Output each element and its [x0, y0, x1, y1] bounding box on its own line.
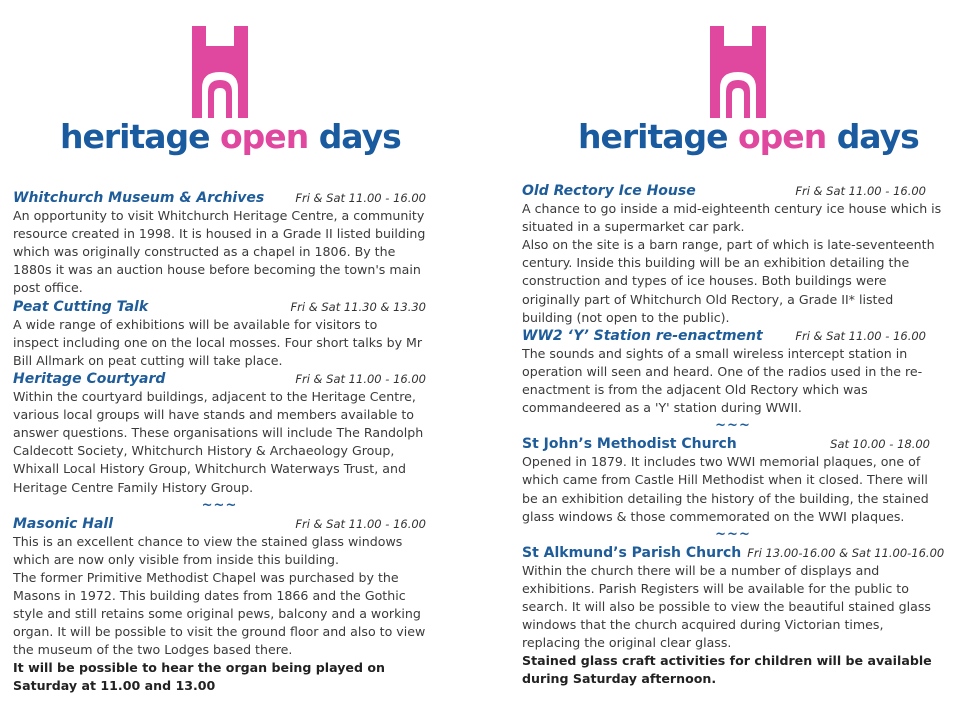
event-title: Whitchurch Museum & Archives: [13, 190, 265, 206]
heritage-open-days-logo-left: [60, 26, 401, 156]
event-description: A wide range of exhibitions will be available for visitors to inspect including one on the local mosses. Four short talks by Mr Bill Allmark on peat cutting will take place.: [13, 316, 423, 368]
event-description: Within the courtyard buildings, adjacent to the Heritage Centre, various local groups will have stands and members available to answer questions. These organisations will include The Randolph Caldecott Society, Whitchurch History & Archaeology Group, Whixall Local History Group, Whitchurch Waterways Trust, and Heritage Centre Family History Group.: [13, 389, 424, 495]
event-description: Also on the site is a barn range, part of which is late-seventeenth century. Inside this building will be an exhibition detailing the construction and types of ice houses. Both buildings were originally part of Whitchurch Old Rectory, a Grade II* listed building (not open to the public).: [522, 237, 935, 325]
left-column: [13, 189, 426, 696]
event-peat-cutting-talk: [13, 298, 426, 370]
event-time: Fri 13.00-16.00 & Sat 11.00-16.00: [747, 545, 945, 560]
event-title: Old Rectory Ice House: [522, 183, 696, 199]
event-description: An opportunity to visit Whitchurch Heritage Centre, a community resource created in 1998. It is housed in a Grade II listed building which was originally constructed as a chapel in 1806. By the 1880s it was an auction house before becoming the town's main post office.: [13, 208, 426, 296]
event-whitchurch-museum: [13, 189, 426, 298]
event-title: St Alkmund’s Parish Church: [522, 544, 742, 561]
event-highlight: It will be possible to hear the organ being played on Saturday at 11.00 and 13.00: [13, 660, 385, 694]
event-description: The sounds and sights of a small wireless intercept station in operation will seen and heard. One of the radios used in the re-enactment is from the adjacent Old Rectory which was commandeered as a 'Y' station during WWII.: [522, 345, 923, 416]
event-time: Fri & Sat 11.00 - 16.00: [795, 184, 926, 198]
event-ww2-y-station: [522, 327, 944, 417]
event-time: Fri & Sat 11.30 & 13.30: [290, 299, 426, 314]
heritage-open-days-logo-right: [578, 26, 919, 156]
event-description: The former Primitive Methodist Chapel was purchased by the Masons in 1972. This building dates from 1866 and the Gothic style and still retains some original pews, balcony and a working organ. It will be possible to visit the ground floor and also to view the museum of the two Lodges based there.: [13, 569, 426, 658]
castle-tower-icon: [710, 26, 766, 118]
right-column: [522, 182, 944, 688]
event-st-alkmunds-church: [522, 544, 944, 689]
event-description: Opened in 1879. It includes two WWI memorial plaques, one of which came from Castle Hill Methodist when it closed. There will be an exhibition detailing the history of the building, the stained glass windows & those commemorated on the WWI plaques.: [522, 454, 929, 524]
event-description: Within the church there will be a number of displays and exhibitions. Parish Registers will be available for the public to search. It will also be possible to view the beautiful stained glass windows that the church acquired during Victorian times, replacing the original clear glass.: [522, 562, 931, 651]
event-description: This is an excellent chance to view the stained glass windows which are now only visible from inside this building.: [13, 533, 403, 567]
logo-wordmark: heritage open days: [578, 117, 919, 156]
event-st-johns-methodist: [522, 435, 944, 525]
logo-wordmark: heritage open days: [60, 117, 401, 156]
event-title: St John’s Methodist Church: [522, 436, 737, 453]
event-masonic-hall: [13, 515, 426, 696]
event-heritage-courtyard: [13, 370, 426, 497]
event-time: Fri & Sat 11.00 - 16.00: [295, 516, 426, 531]
section-separator: ~~~: [715, 526, 751, 542]
event-title: Heritage Courtyard: [13, 370, 166, 387]
castle-tower-icon: [192, 26, 248, 118]
event-highlight: Stained glass craft activities for children will be available during Saturday afternoon.: [522, 653, 932, 687]
event-old-rectory-ice-house: [522, 182, 944, 327]
event-time: Fri & Sat 11.00 - 16.00: [795, 328, 926, 343]
event-time: Sat 10.00 - 18.00: [830, 437, 930, 452]
section-separator: ~~~: [715, 418, 751, 434]
event-time: Fri & Sat 11.00 - 16.00: [295, 371, 426, 386]
event-title: WW2 ‘Y’ Station re-enactment: [522, 327, 763, 344]
section-separator: ~~~: [201, 497, 238, 513]
event-title: Masonic Hall: [13, 515, 114, 532]
event-title: Peat Cutting Talk: [13, 298, 149, 315]
event-description: A chance to go inside a mid-eighteenth century ice house which is situated in a supermarket car park.: [522, 201, 942, 235]
event-time: Fri & Sat 11.00 - 16.00: [295, 191, 426, 205]
